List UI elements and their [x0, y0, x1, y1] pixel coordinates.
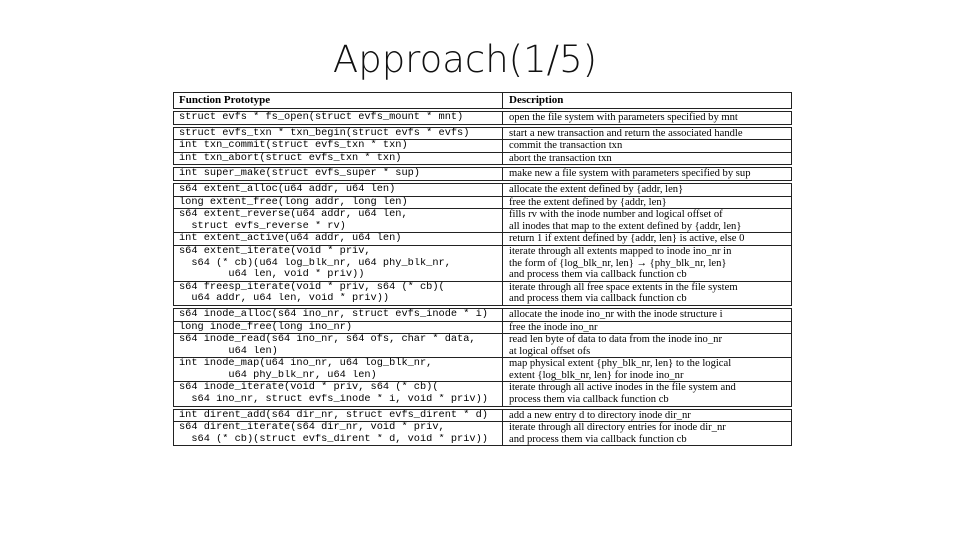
table-row	[174, 232, 791, 245]
table-row	[174, 321, 791, 334]
table-row	[174, 208, 791, 232]
function-prototype	[174, 246, 503, 281]
description-line: read len byte of data to data from the inode ino_nr	[509, 334, 722, 346]
function-description	[503, 209, 791, 232]
table-row	[174, 333, 791, 357]
function-description	[503, 334, 791, 357]
prototype-line: long extent_free(long addr, long len)	[179, 196, 408, 208]
prototype-line: int extent_active(u64 addr, u64 len)	[179, 233, 402, 245]
function-description	[503, 282, 791, 305]
function-prototype	[174, 410, 503, 422]
function-description	[503, 233, 791, 245]
function-prototype	[174, 153, 503, 165]
function-prototype	[174, 422, 503, 445]
prototype-line: s64 extent_iterate(void * priv,	[179, 245, 371, 257]
function-description	[503, 358, 791, 381]
prototype-line: u64 addr, u64 len, void * priv))	[179, 293, 390, 305]
function-prototype	[174, 184, 503, 196]
prototype-line: s64 inode_alloc(s64 ino_nr, struct evfs_inode * i)	[179, 308, 488, 320]
description-line: start a new transaction and return the associated handle	[509, 127, 743, 139]
function-prototype	[174, 358, 503, 381]
function-description	[503, 168, 791, 180]
table-row	[174, 152, 791, 165]
header-prototype: Function Prototype	[174, 93, 503, 108]
description-line: process them via callback function cb	[509, 394, 669, 406]
description-line: make new a file system with parameters specified by sup	[509, 168, 751, 180]
api-table	[173, 92, 792, 448]
prototype-line: s64 freesp_iterate(void * priv, s64 (* cb)(	[179, 281, 445, 293]
prototype-line: s64 extent_reverse(u64 addr, u64 len,	[179, 209, 408, 221]
function-prototype	[174, 322, 503, 334]
description-line: the form of {log_blk_nr, len} → {phy_blk_nr, len}	[509, 257, 727, 269]
description-line: add a new entry d to directory inode dir_nr	[509, 409, 691, 421]
table-row	[174, 112, 791, 124]
function-prototype	[174, 309, 503, 321]
function-prototype	[174, 112, 503, 124]
description-line: free the inode ino_nr	[509, 321, 598, 333]
prototype-line: s64 (* cb)(struct evfs_dirent * d, void * priv))	[179, 433, 488, 445]
function-description	[503, 309, 791, 321]
function-description	[503, 382, 791, 405]
function-prototype	[174, 334, 503, 357]
table-group	[173, 111, 792, 125]
description-line: iterate through all free space extents in the file system	[509, 281, 738, 293]
table-group	[173, 308, 792, 407]
prototype-line: int dirent_add(s64 dir_nr, struct evfs_dirent * d)	[179, 409, 488, 421]
table-row	[174, 357, 791, 381]
description-line: and process them via callback function cb	[509, 433, 687, 445]
prototype-line: u64 len)	[179, 345, 278, 357]
prototype-line: u64 len, void * priv))	[179, 269, 365, 281]
prototype-line: struct evfs_reverse * rv)	[179, 220, 346, 232]
table-row	[174, 128, 791, 140]
description-line: open the file system with parameters specified by mnt	[509, 112, 738, 123]
prototype-line: long inode_free(long ino_nr)	[179, 321, 353, 333]
description-line: iterate through all extents mapped to inode ino_nr in	[509, 245, 732, 257]
table-group	[173, 409, 792, 447]
prototype-line: s64 inode_iterate(void * priv, s64 (* cb)(	[179, 382, 439, 394]
function-description	[503, 322, 791, 334]
function-prototype	[174, 282, 503, 305]
table-row	[174, 421, 791, 445]
prototype-line: s64 (* cb)(u64 log_blk_nr, u64 phy_blk_nr,	[179, 257, 451, 269]
prototype-line: int inode_map(u64 ino_nr, u64 log_blk_nr,	[179, 358, 433, 370]
function-prototype	[174, 168, 503, 180]
prototype-line: s64 inode_read(s64 ino_nr, s64 ofs, char * data,	[179, 334, 476, 346]
description-line: iterate through all directory entries for inode dir_nr	[509, 422, 726, 434]
description-line: and process them via callback function cb	[509, 293, 687, 305]
prototype-line: struct evfs_txn * txn_begin(struct evfs * evfs)	[179, 127, 470, 139]
description-line: abort the transaction txn	[509, 152, 612, 164]
table-row	[174, 281, 791, 305]
table-row	[174, 184, 791, 196]
function-description	[503, 197, 791, 209]
function-description	[503, 112, 791, 124]
table-row	[174, 381, 791, 405]
description-line: extent {log_blk_nr, len} for inode ino_nr	[509, 369, 684, 381]
description-line: at logical offset ofs	[509, 345, 591, 357]
prototype-line: int txn_abort(struct evfs_txn * txn)	[179, 152, 402, 164]
function-description	[503, 128, 791, 140]
function-description	[503, 140, 791, 152]
description-line: map physical extent {phy_blk_nr, len} to the logical	[509, 358, 732, 370]
table-group	[173, 167, 792, 181]
function-prototype	[174, 128, 503, 140]
table-row	[174, 410, 791, 422]
description-line: all inodes that map to the extent defined by {addr, len}	[509, 220, 742, 232]
table-row	[174, 196, 791, 209]
prototype-line: int super_make(struct evfs_super * sup)	[179, 168, 420, 180]
table-group	[173, 183, 792, 306]
function-prototype	[174, 209, 503, 232]
function-description	[503, 153, 791, 165]
prototype-line: struct evfs * fs_open(struct evfs_mount * mnt)	[179, 112, 464, 123]
description-line: free the extent defined by {addr, len}	[509, 196, 667, 208]
table-group	[173, 127, 792, 166]
description-line: allocate the extent defined by {addr, len}	[509, 183, 684, 195]
description-line: iterate through all active inodes in the file system and	[509, 382, 736, 394]
table-row	[174, 168, 791, 180]
description-line: return 1 if extent defined by {addr, len} is active, else 0	[509, 233, 745, 245]
table-header	[173, 92, 792, 109]
description-line: commit the transaction txn	[509, 140, 623, 152]
header-description: Description	[509, 94, 564, 106]
description-line: and process them via callback function cb	[509, 269, 687, 281]
slide-title: Approach(1/5)	[332, 38, 598, 81]
prototype-line: u64 phy_blk_nr, u64 len)	[179, 369, 377, 381]
function-description	[503, 422, 791, 445]
function-prototype	[174, 140, 503, 152]
description-line: allocate the inode ino_nr with the inode structure i	[509, 308, 723, 320]
function-description	[503, 246, 791, 281]
table-row	[174, 139, 791, 152]
function-prototype	[174, 382, 503, 405]
table-row	[174, 245, 791, 281]
function-description	[503, 410, 791, 422]
prototype-line: s64 ino_nr, struct evfs_inode * i, void * priv))	[179, 394, 488, 406]
prototype-line: s64 extent_alloc(u64 addr, u64 len)	[179, 183, 396, 195]
prototype-line: s64 dirent_iterate(s64 dir_nr, void * priv,	[179, 422, 445, 434]
function-description	[503, 184, 791, 196]
prototype-line: int txn_commit(struct evfs_txn * txn)	[179, 140, 408, 152]
description-line: fills rv with the inode number and logical offset of	[509, 209, 723, 221]
table-row	[174, 309, 791, 321]
function-prototype	[174, 233, 503, 245]
function-prototype	[174, 197, 503, 209]
